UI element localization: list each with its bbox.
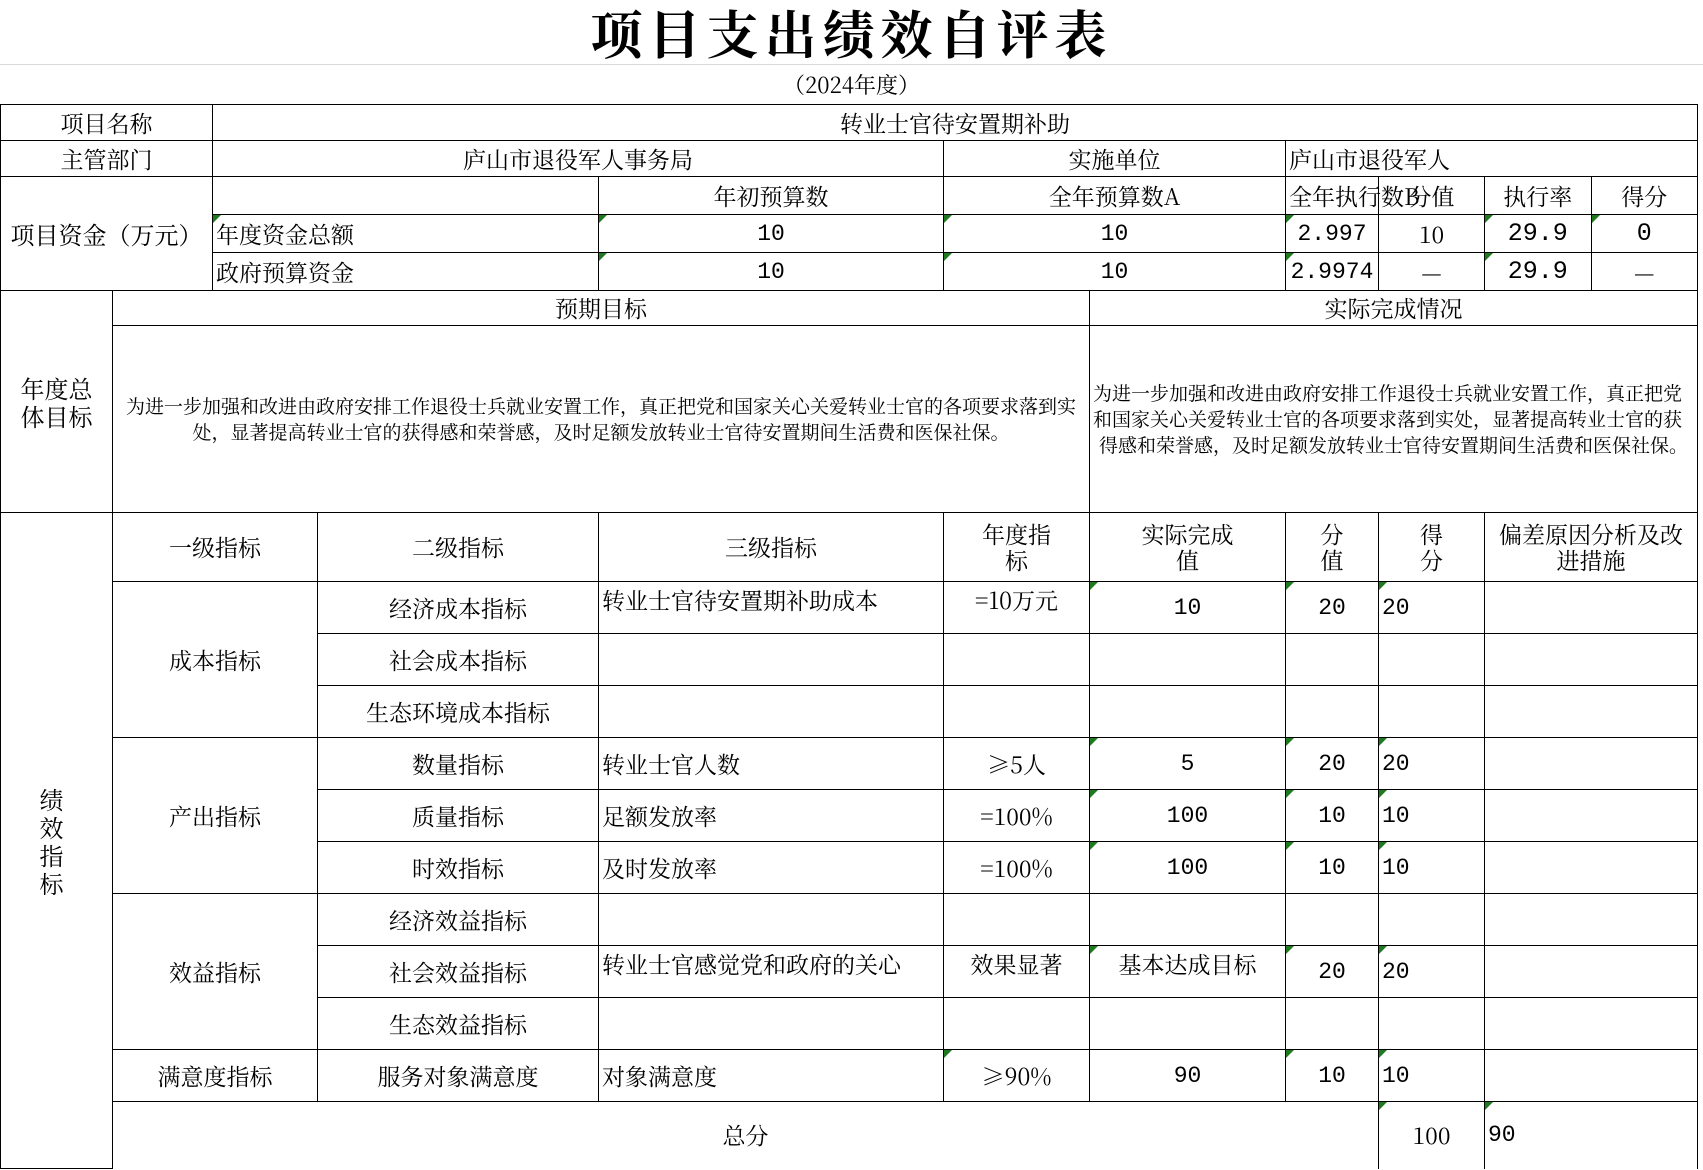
- group-satisfaction: 满意度指标: [113, 1050, 318, 1102]
- funds-row-gov-initial: 10: [599, 253, 944, 291]
- implementing-unit-value: 庐山市退役军人: [1286, 141, 1698, 177]
- funds-row-total-score-value: 10: [1379, 215, 1485, 253]
- row6-score: [1379, 894, 1485, 946]
- row9-deviation: [1485, 1050, 1698, 1102]
- row9-score: 10: [1379, 1050, 1485, 1102]
- group-output: 产出指标: [113, 738, 318, 894]
- row5-score: 10: [1379, 842, 1485, 894]
- row5-level3: 及时发放率: [599, 842, 944, 894]
- funds-row-total-rate-score: [1485, 215, 1698, 253]
- expected-goal-text: 为进一步加强和改进由政府安排工作退役士兵就业安置工作，真正把党和国家关心关爱转业士官的各项要求落到实处，显著提高转业士官的获得感和荣誉感，及时足额发放转业士官待安置期间生活费和医保社保。: [113, 326, 1090, 513]
- total-label: 总分: [113, 1102, 1379, 1169]
- row2-score-value: [1286, 686, 1379, 738]
- funds-header-score: 得分: [1621, 179, 1668, 212]
- self-evaluation-table: [0, 104, 1698, 1169]
- funds-header-rate-score: [1485, 177, 1698, 215]
- row2-annual: [944, 686, 1090, 738]
- row2-score: [1379, 686, 1485, 738]
- department-value: 庐山市退役军人事务局: [213, 141, 944, 177]
- actual-completion-header: 实际完成情况: [1090, 291, 1698, 326]
- row3-level2: 数量指标: [318, 738, 599, 790]
- indicator-header-level2: 二级指标: [318, 513, 599, 582]
- row3-score: 20: [1379, 738, 1485, 790]
- row9-level2: 服务对象满意度: [318, 1050, 599, 1102]
- row1-annual: [944, 634, 1090, 686]
- row8-actual: [1090, 998, 1286, 1050]
- row1-level2: 社会成本指标: [318, 634, 599, 686]
- funds-header-initial: 年初预算数: [599, 177, 944, 215]
- group-cost: 成本指标: [113, 582, 318, 738]
- indicator-header-level3: 三级指标: [599, 513, 944, 582]
- group-benefit: 效益指标: [113, 894, 318, 1050]
- row0-score: 20: [1379, 582, 1485, 634]
- row8-level3: [599, 998, 944, 1050]
- row7-level3: 转业士官感觉党和政府的关心: [599, 946, 944, 998]
- funds-row-gov-rate-score: [1485, 253, 1698, 291]
- row8-annual: [944, 998, 1090, 1050]
- row1-level3: [599, 634, 944, 686]
- row6-annual: [944, 894, 1090, 946]
- row7-level2: 社会效益指标: [318, 946, 599, 998]
- row9-actual: 90: [1090, 1050, 1286, 1102]
- row4-score: 10: [1379, 790, 1485, 842]
- row7-score-value: 20: [1286, 946, 1379, 998]
- row9-score-value: 10: [1286, 1050, 1379, 1102]
- funds-header-score-value: 分值: [1379, 177, 1485, 215]
- row8-deviation: [1485, 998, 1698, 1050]
- funds-header-blank: [213, 177, 599, 215]
- funds-header-annual: 全年预算数A: [944, 177, 1286, 215]
- expected-goal-header: 预期目标: [113, 291, 1090, 326]
- row4-deviation: [1485, 790, 1698, 842]
- row0-actual: 10: [1090, 582, 1286, 634]
- row5-actual: 100: [1090, 842, 1286, 894]
- row3-level3: 转业士官人数: [599, 738, 944, 790]
- row2-level2: 生态环境成本指标: [318, 686, 599, 738]
- actual-completion-text: 为进一步加强和改进由政府安排工作退役士兵就业安置工作，真正把党和国家关心关爱转业士官的各项要求落到实处，显著提高转业士官的获得感和荣誉感，及时足额发放转业士官待安置期间生活费和医保社保。: [1090, 326, 1698, 513]
- row3-deviation: [1485, 738, 1698, 790]
- indicator-header-deviation: 偏差原因分析及改进措施: [1485, 513, 1698, 582]
- row6-actual: [1090, 894, 1286, 946]
- funds-header-executed: 全年执行数B: [1286, 177, 1379, 215]
- performance-indicators-label: 绩效指标: [1, 513, 113, 1169]
- project-name-value: 转业士官待安置期补助: [213, 105, 1698, 141]
- implementing-unit-label: 实施单位: [944, 141, 1286, 177]
- indicator-header-actual: 实际完成值: [1090, 513, 1286, 582]
- row9-level3: 对象满意度: [599, 1050, 944, 1102]
- row4-annual: =100%: [944, 790, 1090, 842]
- funds-row-total-rate: 29.9: [1485, 215, 1592, 252]
- row6-level2: 经济效益指标: [318, 894, 599, 946]
- project-name-label: 项目名称: [1, 105, 213, 141]
- row6-score-value: [1286, 894, 1379, 946]
- row1-score-value: [1286, 634, 1379, 686]
- row4-level2: 质量指标: [318, 790, 599, 842]
- funds-row-total-initial: 10: [599, 215, 944, 253]
- row3-score-value: 20: [1286, 738, 1379, 790]
- row1-score: [1379, 634, 1485, 686]
- indicator-header-annual: 年度指标: [944, 513, 1090, 582]
- row7-score: 20: [1379, 946, 1485, 998]
- row4-level3: 足额发放率: [599, 790, 944, 842]
- row2-deviation: [1485, 686, 1698, 738]
- row0-level2: 经济成本指标: [318, 582, 599, 634]
- funds-row-total-score: 0: [1592, 215, 1698, 252]
- row8-score-value: [1286, 998, 1379, 1050]
- funds-header-rate: 执行率: [1485, 177, 1592, 214]
- department-label: 主管部门: [1, 141, 213, 177]
- funds-row-total-annual: 10: [944, 215, 1286, 253]
- row2-actual: [1090, 686, 1286, 738]
- indicator-header-level1: 一级指标: [113, 513, 318, 582]
- row3-annual: ≥5人: [944, 738, 1090, 790]
- funds-row-gov-name: 政府预算资金: [213, 253, 599, 291]
- row3-actual: 5: [1090, 738, 1286, 790]
- row7-annual: 效果显著: [944, 946, 1090, 998]
- funds-row-gov-annual: 10: [944, 253, 1286, 291]
- row6-level3: [599, 894, 944, 946]
- row1-deviation: [1485, 634, 1698, 686]
- funds-row-gov-score: —: [1634, 255, 1655, 288]
- row7-deviation: [1485, 946, 1698, 998]
- row7-actual: 基本达成目标: [1090, 946, 1286, 998]
- row0-deviation: [1485, 582, 1698, 634]
- funds-row-gov-rate: 29.9: [1485, 253, 1592, 290]
- funds-row-gov-score-value: —: [1379, 253, 1485, 291]
- row5-annual: =100%: [944, 842, 1090, 894]
- funds-row-gov-executed: 2.9974: [1286, 253, 1379, 291]
- row5-level2: 时效指标: [318, 842, 599, 894]
- row1-actual: [1090, 634, 1286, 686]
- row8-score: [1379, 998, 1485, 1050]
- indicator-header-score-value: 分值: [1286, 513, 1379, 582]
- funds-row-total-name: 年度资金总额: [213, 215, 599, 253]
- title-divider: [0, 64, 1703, 65]
- row0-annual: =10万元: [944, 582, 1090, 634]
- row6-deviation: [1485, 894, 1698, 946]
- row4-actual: 100: [1090, 790, 1286, 842]
- funds-label: 项目资金（万元）: [1, 177, 213, 291]
- row4-score-value: 10: [1286, 790, 1379, 842]
- total-score-value: 100: [1379, 1102, 1485, 1169]
- row0-score-value: 20: [1286, 582, 1379, 634]
- row0-level3: 转业士官待安置期补助成本: [599, 582, 944, 634]
- row9-annual: ≥90%: [944, 1050, 1090, 1102]
- annual-goal-label: 年度总体目标: [1, 291, 113, 513]
- row8-level2: 生态效益指标: [318, 998, 599, 1050]
- total-score: 90: [1485, 1102, 1698, 1169]
- year-label: （2024年度）: [782, 69, 921, 100]
- funds-row-total-executed: 2.997: [1286, 215, 1379, 253]
- row2-level3: [599, 686, 944, 738]
- row5-deviation: [1485, 842, 1698, 894]
- page-title: 项目支出绩效自评表: [590, 0, 1113, 69]
- indicator-header-score: 得分: [1379, 513, 1485, 582]
- row5-score-value: 10: [1286, 842, 1379, 894]
